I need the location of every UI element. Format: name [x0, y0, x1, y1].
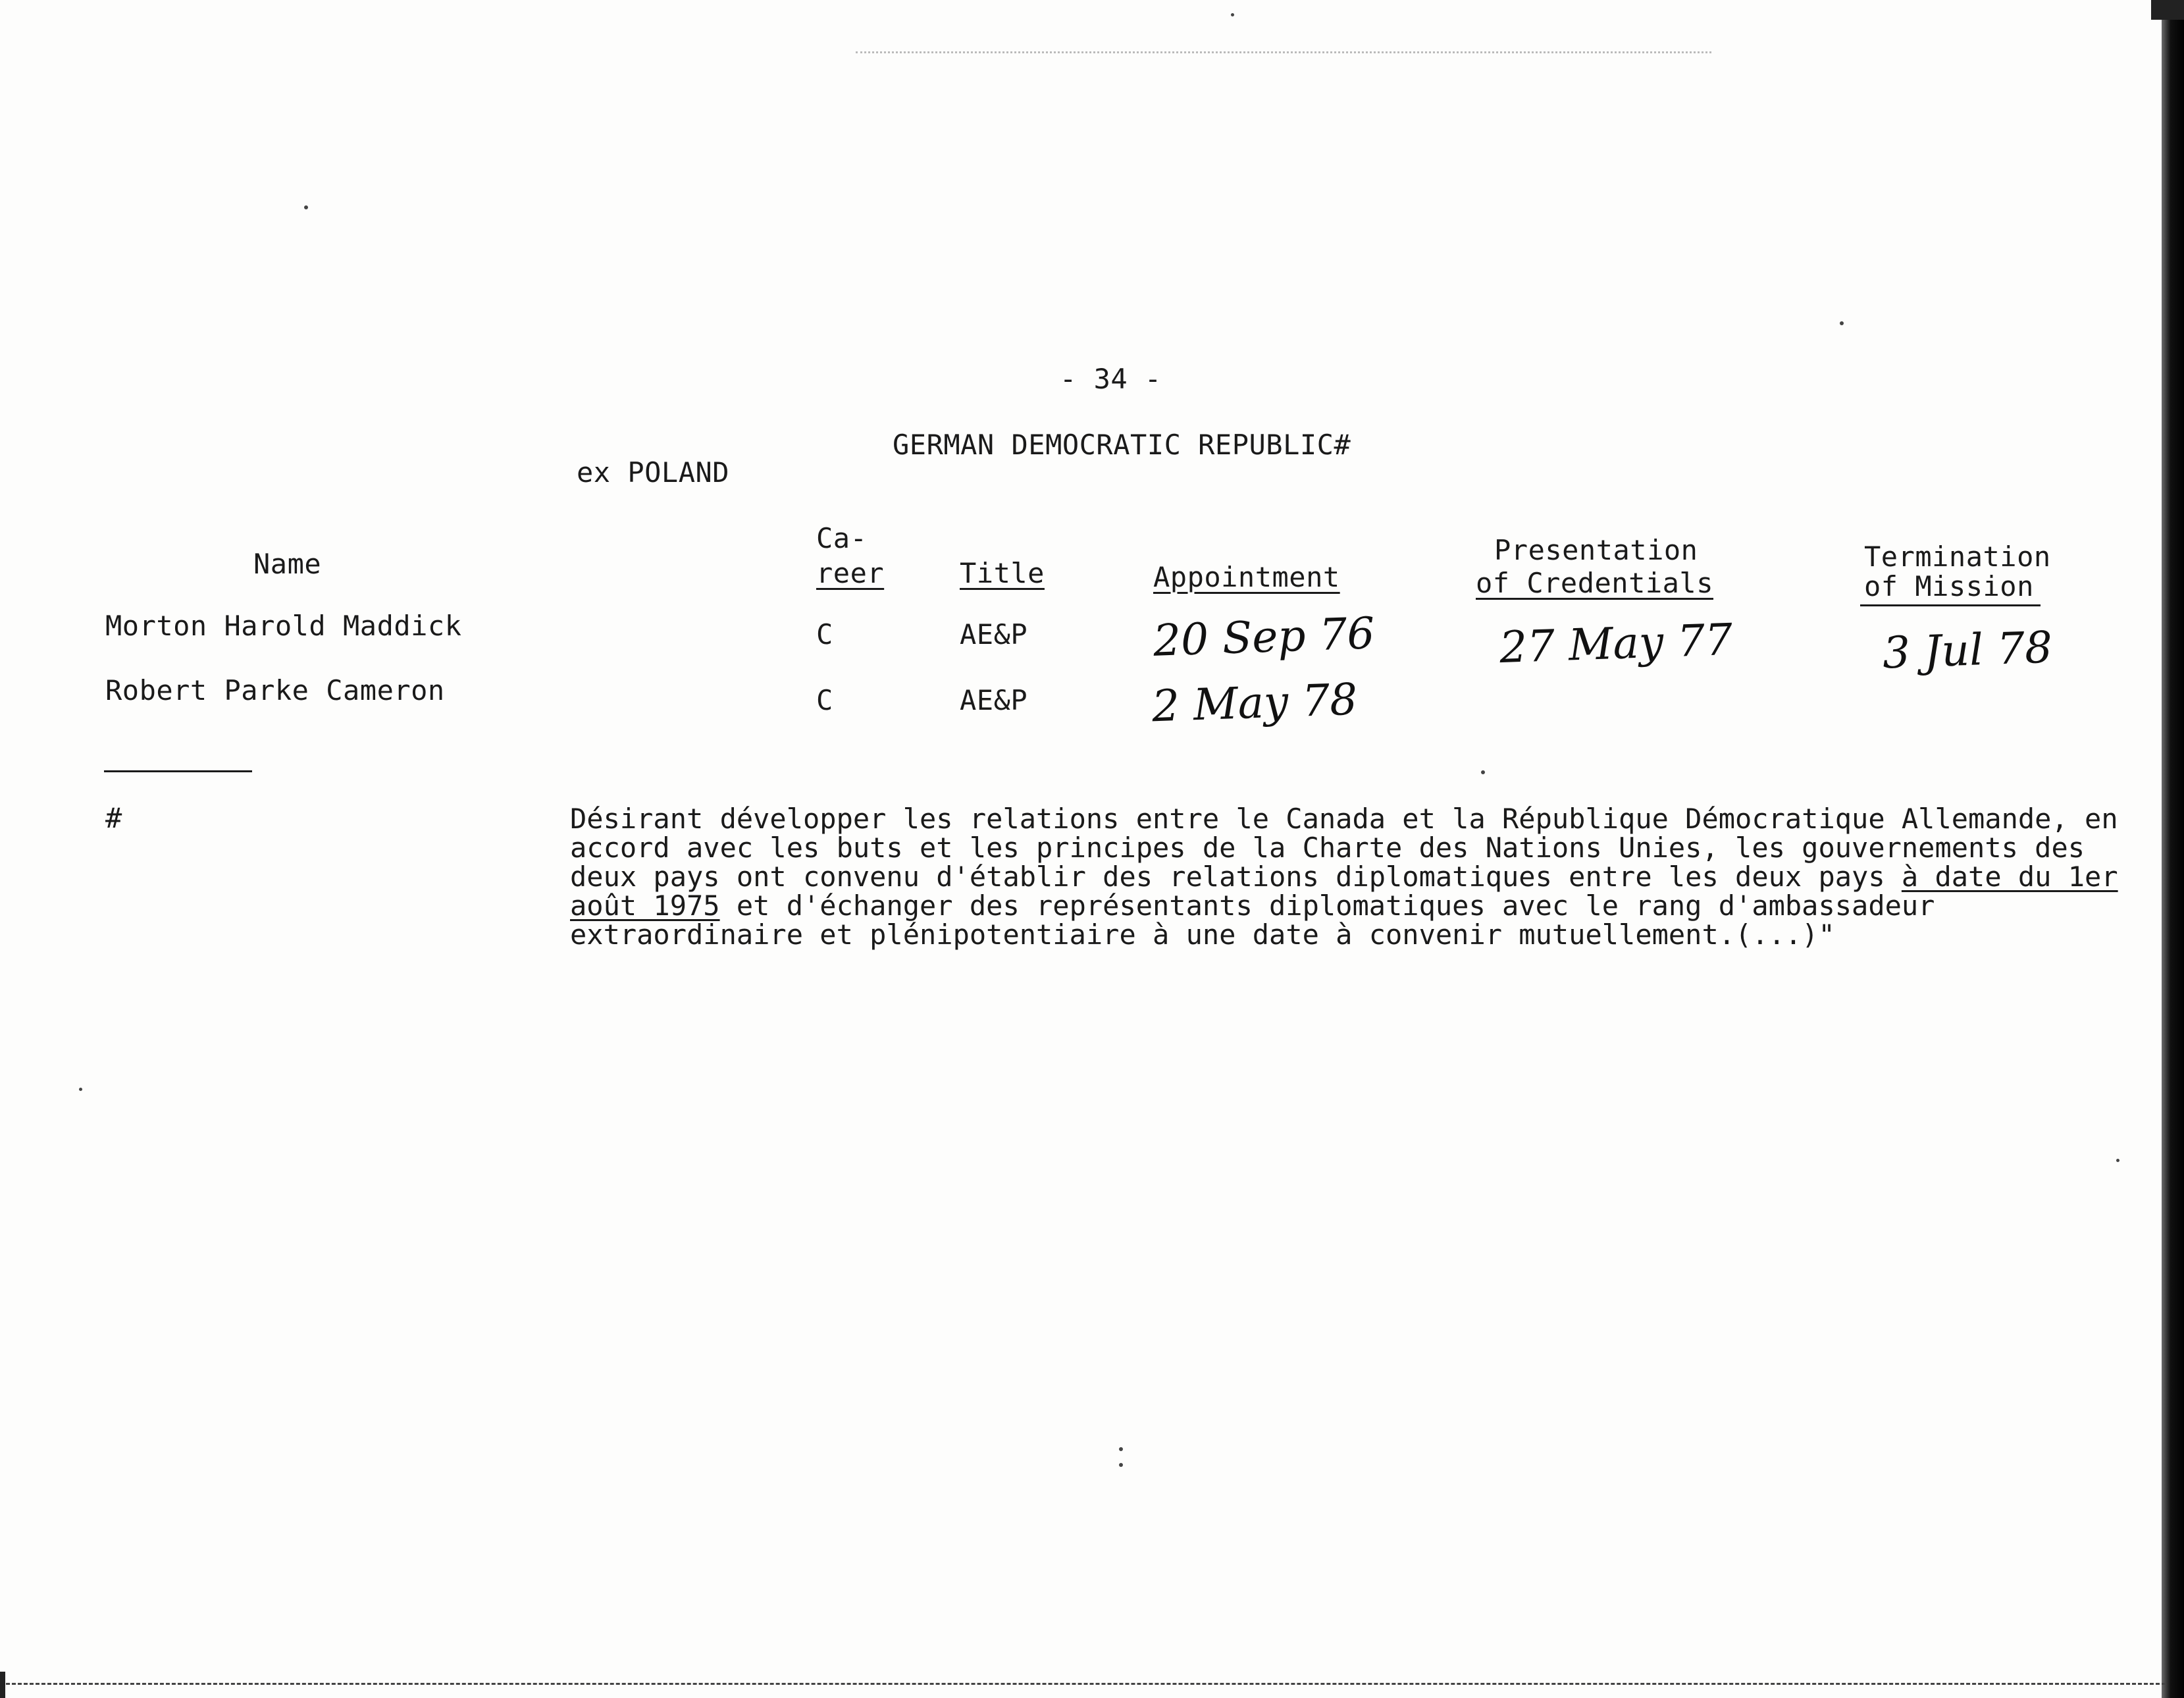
scan-artifact: [856, 51, 1711, 53]
column-header-career-line1: Ca-: [816, 522, 868, 554]
footnote-text: [570, 803, 2118, 951]
column-header-title: Title: [960, 557, 1045, 589]
scan-speck: [1840, 321, 1844, 325]
footnote-line-2: accord avec les buts et les principes de la Charte des Nations Unies, les gouvernements des: [570, 832, 2085, 864]
footnote-marker: #: [105, 802, 122, 834]
row-1-presentation-handwritten: 27 May 77: [1498, 614, 1734, 674]
row-1-termination-handwritten: 3 Jul 78: [1881, 622, 2054, 679]
row-1-name: Morton Harold Maddick: [105, 610, 462, 642]
row-1-title: AE&P: [960, 618, 1028, 650]
footnote-line-4-text: et d'échanger des représentants diplomatiques avec le rang d'ambassadeur: [719, 889, 1935, 922]
country-heading: GERMAN DEMOCRATIC REPUBLIC#: [893, 429, 1351, 461]
scan-speck: [2116, 1159, 2119, 1162]
column-header-termination-line1: Termination: [1864, 541, 2051, 573]
footnote-line-3-text: deux pays ont convenu d'établir des relations diplomatiques entre les deux pays: [570, 861, 1902, 893]
accreditation-note: ex POLAND: [577, 456, 730, 489]
scan-speck: [79, 1088, 82, 1091]
row-1-career: C: [816, 618, 833, 650]
row-1-appointment-handwritten: 20 Sep 76: [1152, 608, 1376, 666]
footnote-underlined-date-part2: août 1975: [570, 889, 720, 922]
row-2-career: C: [816, 684, 833, 716]
page-number: - 34 -: [1060, 363, 1162, 395]
scan-edge-bottom: [0, 1683, 2166, 1685]
footnote-underlined-date-part1: à date du 1er: [1901, 861, 2118, 893]
scan-speck: [1119, 1463, 1123, 1467]
scan-speck: [1119, 1447, 1123, 1451]
scan-speck: [1231, 13, 1234, 16]
footnote-line-4: [570, 891, 2077, 920]
footnote-line-1: Désirant développer les relations entre le Canada et la République Démocratique Allemande, en: [570, 803, 2118, 835]
column-header-termination-line2: of Mission: [1864, 570, 2034, 602]
scan-speck: [1481, 770, 1485, 774]
scan-speck: [304, 205, 308, 209]
footnote-line-5: extraordinaire et plénipotentiaire à une date à convenir mutuellement.(...)": [570, 918, 1835, 951]
column-header-presentation-line1: Presentation: [1494, 534, 1698, 566]
scan-edge-corner: [2151, 0, 2184, 20]
column-header-name: Name: [253, 548, 322, 580]
footnote-separator: [104, 770, 252, 772]
column-header-appointment: Appointment: [1153, 561, 1340, 593]
column-header-career-line2: reer: [816, 557, 885, 589]
termination-header-underline: [1860, 604, 2041, 606]
row-2-appointment-handwritten: 2 May 78: [1151, 674, 1359, 732]
row-2-name: Robert Parke Cameron: [105, 674, 445, 706]
row-2-title: AE&P: [960, 684, 1028, 716]
scan-edge-right: [2162, 0, 2184, 1698]
scan-edge-corner-left: [0, 1672, 5, 1698]
footnote-line-3: [570, 861, 2118, 893]
column-header-presentation-line2: of Credentials: [1476, 567, 1714, 599]
